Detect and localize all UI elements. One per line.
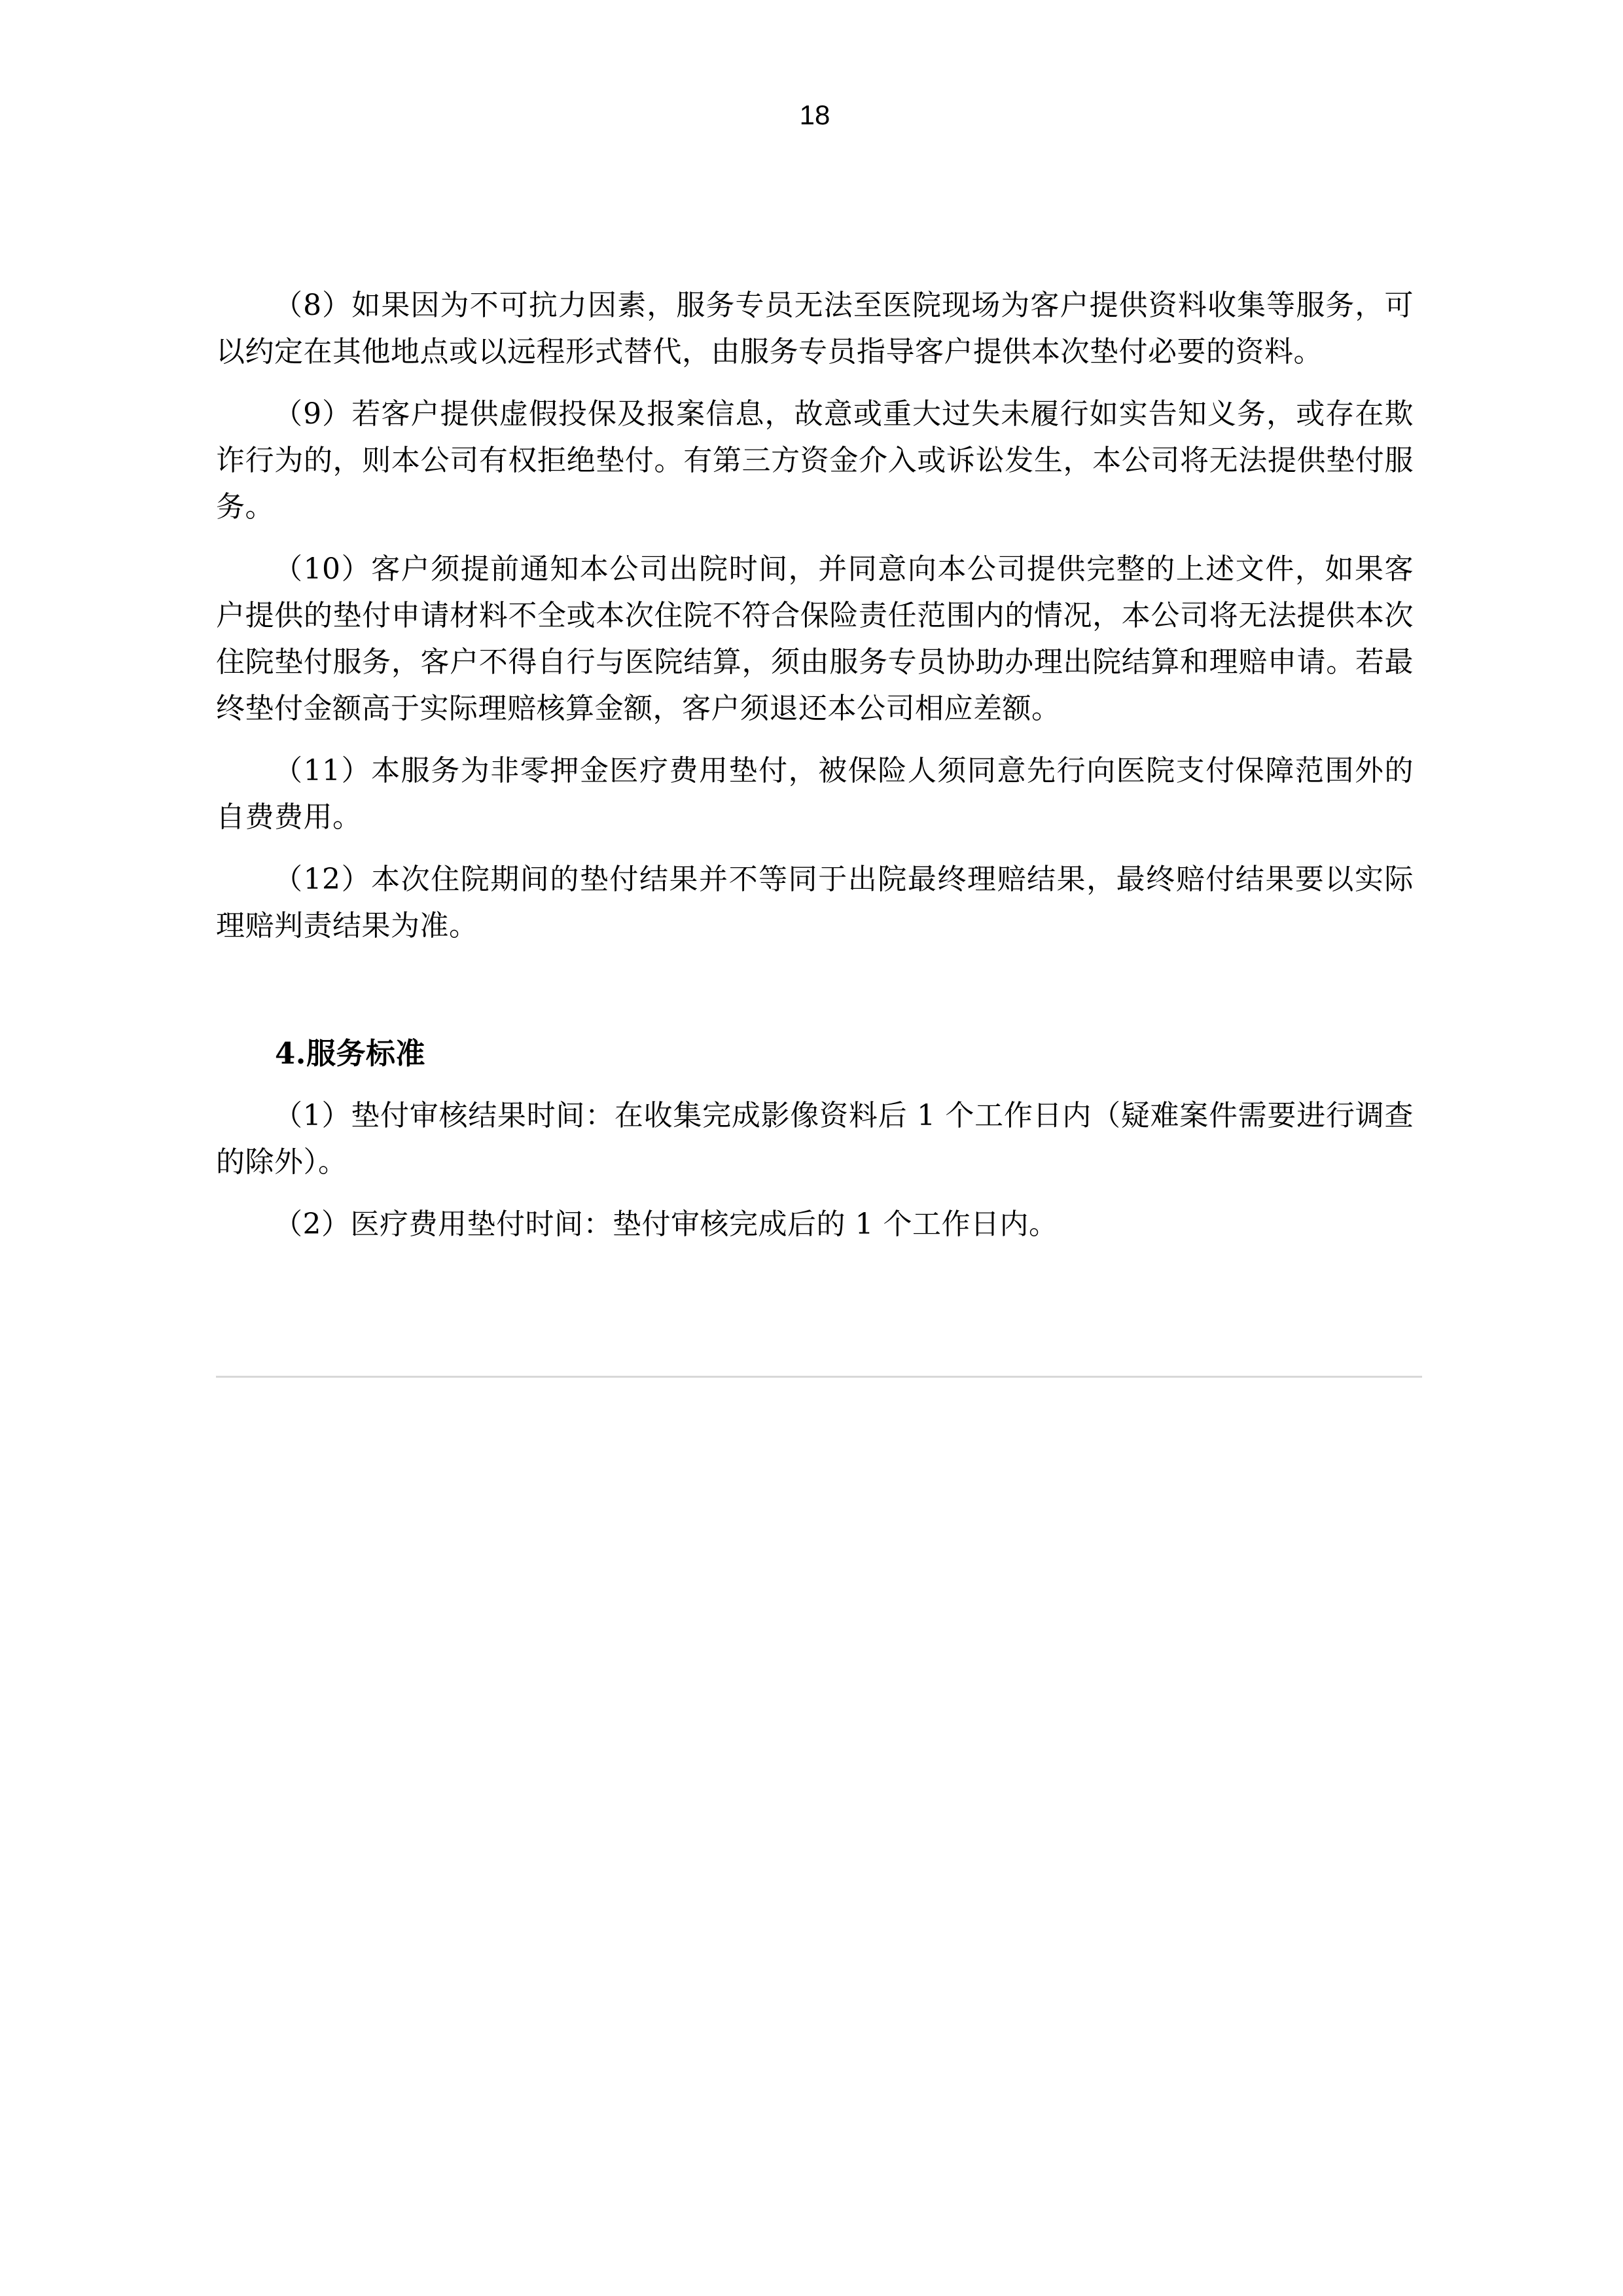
paragraph-clause-12: （12）本次住院期间的垫付结果并不等同于出院最终理赔结果，最终赔付结果要以实际理赔判责结果为准。 [216, 863, 1414, 942]
paragraph-clause-10: （10）客户须提前通知本公司出院时间，并同意向本公司提供完整的上述文件，如果客户提供的垫付申请材料不全或本次住院不符合保险责任范围内的情况，本公司将无法提供本次住院垫付服务，客户不得自行与医院结算，须由服务专员协助办理出院结算和理赔申请。若最终垫付金额高于实际理赔核算金额，客户须退还本公司相应差额。 [216, 552, 1414, 725]
paragraph-service-1: （1）垫付审核结果时间：在收集完成影像资料后 1 个工作日内（疑难案件需要进行调查的除外）。 [216, 1099, 1414, 1179]
page-number: 18 [799, 99, 830, 130]
footer-divider [216, 1376, 1422, 1378]
paragraph-clause-8: （8）如果因为不可抗力因素，服务专员无法至医院现场为客户提供资料收集等服务，可以约定在其他地点或以远程形式替代，由服务专员指导客户提供本次垫付必要的资料。 [216, 289, 1414, 368]
paragraph-clause-11: （11）本服务为非零押金医疗费用垫付，被保险人须同意先行向医院支付保障范围外的自费费用。 [216, 754, 1414, 834]
section-heading: 4.服务标准 [275, 1036, 425, 1071]
paragraph-service-2: （2）医疗费用垫付时间：垫付审核完成后的 1 个工作日内。 [274, 1208, 1058, 1241]
paragraph-clause-9: （9）若客户提供虚假投保及报案信息，故意或重大过失未履行如实告知义务，或存在欺诈行为的，则本公司有权拒绝垫付。有第三方资金介入或诉讼发生，本公司将无法提供垫付服务。 [216, 397, 1414, 524]
document-body [216, 282, 1414, 1263]
